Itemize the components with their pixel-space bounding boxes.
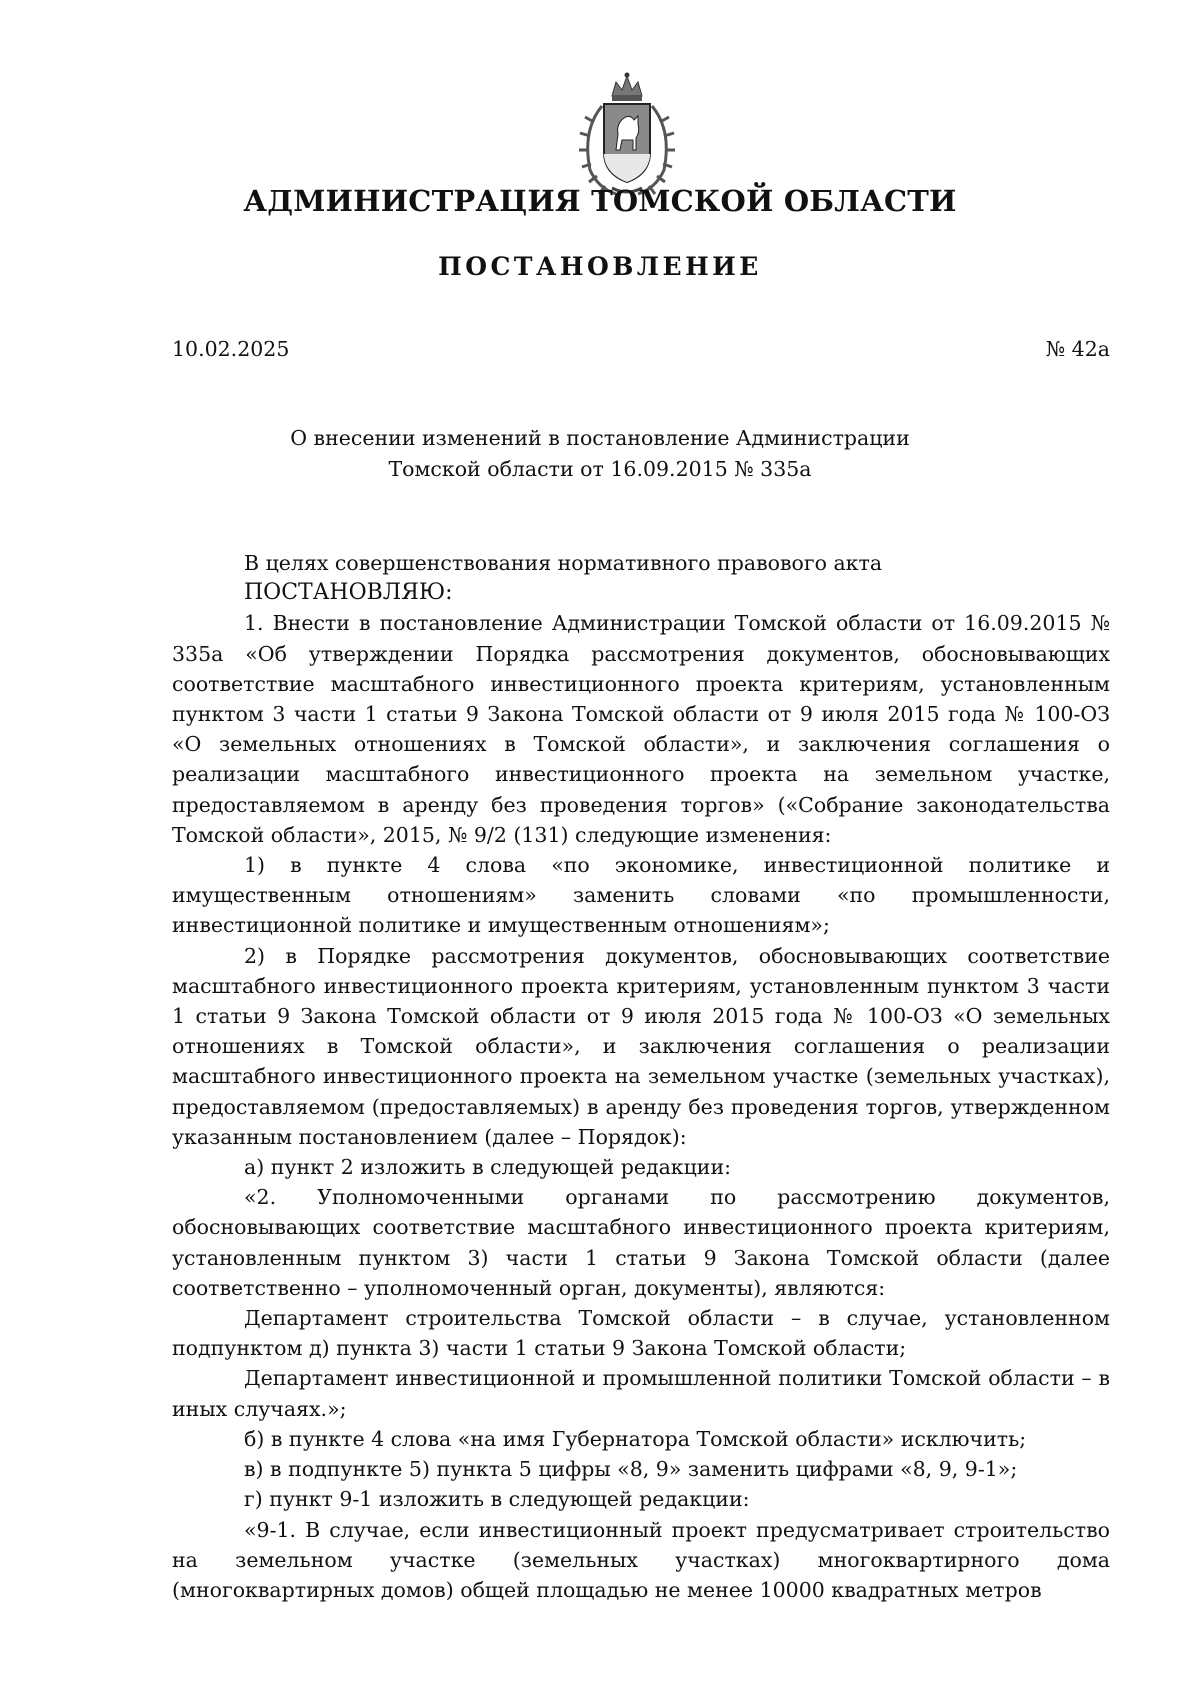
paragraph: 1) в пункте 4 слова «по экономике, инвестиционной политике и имущественным отношениям» заменить словами «по промышленности, инвестиционной политике и имущественным отношениям»; [172,853,1110,938]
resolution-word: ПОСТАНОВЛЯЮ: [244,580,453,606]
paragraph: Департамент строительства Томской области – в случае, установленном подпунктом д) пункта 3) части 1 статьи 9 Закона Томской области; [172,1306,1110,1361]
document-date: 10.02.2025 [172,337,290,361]
subject-line: Томской области от 16.09.2015 № 335а [388,457,812,481]
document-body [172,548,1110,1605]
paragraph: В целях совершенствования нормативного правового акта [244,551,883,575]
paragraph: 1. Внести в постановление Администрации Томской области от 16.09.2015 № 335а «Об утверждении Порядка рассмотрения документов, обосновывающих соответствие масштабного инвестиционного проекта критериям, установленным пунктом 3 части 1 статьи 9 Закона Томской области от 9 июля 2015 года № 100-ОЗ «О земельных отношениях в Томской области», и заключения соглашения о реализации масштабного инвестиционного проекта на земельном участке, предоставляемом в аренду без проведения торгов» («Собрание законодательства Томской области», 2015, № 9/2 (131) следующие изменения: [172,611,1110,847]
paragraph: б) в пункте 4 слова «на имя Губернатора Томской области» исключить; [244,1426,1027,1451]
document-type: ПОСТАНОВЛЕНИЕ [438,252,762,281]
subject-line: О внесении изменений в постановление Администрации [290,426,910,450]
document-number: № 42а [1045,337,1110,361]
coat-of-arms-icon [572,70,682,198]
organization-title: АДМИНИСТРАЦИЯ ТОМСКОЙ ОБЛАСТИ [243,184,957,218]
document-subject [0,423,1200,485]
paragraph: г) пункт 9-1 изложить в следующей редакции: [244,1487,750,1512]
paragraph: в) в подпункте 5) пункта 5 цифры «8, 9» заменить цифрами «8, 9, 9-1»; [244,1457,1018,1482]
paragraph: «2. Уполномоченными органами по рассмотрению документов, обосновывающих соответствие масштабного инвестиционного проекта критериям, установленным пунктом 3) части 1 статьи 9 Закона Томской области (далее соответственно – уполномоченный орган, документы), являются: [172,1185,1110,1300]
paragraph: 2) в Порядке рассмотрения документов, обосновывающих соответствие масштабного инвестиционного проекта критериям, установленным пунктом 3 части 1 статьи 9 Закона Томской области от 9 июля 2015 года № 100-ОЗ «О земельных отношениях в Томской области», и заключения соглашения о реализации масштабного инвестиционного проекта на земельном участке (земельных участках), предоставляемом (предоставляемых) в аренду без проведения торгов, утвержденном указанным постановлением (далее – Порядок): [172,943,1110,1149]
paragraph: а) пункт 2 изложить в следующей редакции: [244,1155,732,1180]
paragraph: Департамент инвестиционной и промышленной политики Томской области – в иных случаях.»; [172,1366,1110,1421]
paragraph: «9-1. В случае, если инвестиционный проект предусматривает строительство на земельном участке (земельных участках) многоквартирного дома (многоквартирных домов) общей площадью не менее 10000 квадратных метров [172,1517,1110,1602]
